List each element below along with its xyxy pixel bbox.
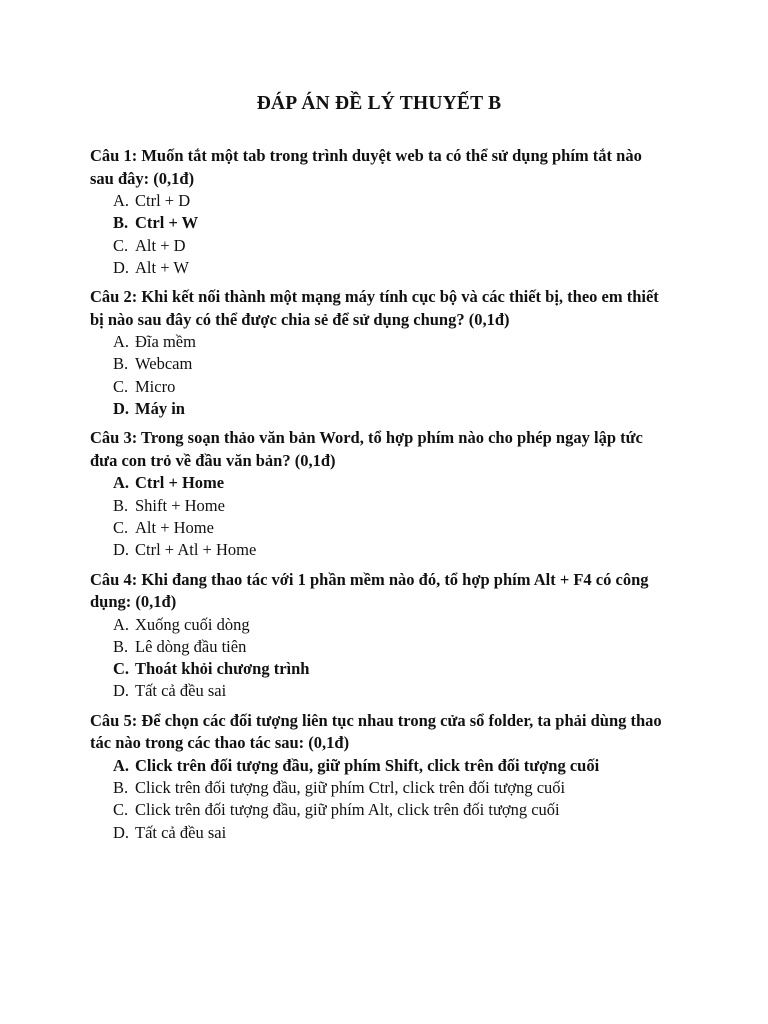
question-list bbox=[90, 145, 668, 844]
answer-option bbox=[113, 235, 668, 257]
answer-option bbox=[113, 680, 668, 702]
question-text: Câu 4: Khi đang thao tác với 1 phần mềm nào đó, tổ hợp phím Alt + F4 có công dụng: (0,1đ) bbox=[90, 569, 649, 612]
option-text: Máy in bbox=[135, 399, 185, 419]
question-text: Câu 2: Khi kết nối thành một mạng máy tính cục bộ và các thiết bị, theo em thiết bị nào sau đây có thể được chia sẻ để sử dụng chung? (0,1đ) bbox=[90, 287, 659, 329]
answer-option-correct bbox=[113, 472, 668, 494]
answer-option-correct bbox=[113, 212, 668, 234]
option-letter: A. bbox=[113, 191, 130, 210]
answer-option bbox=[113, 495, 668, 517]
question-block bbox=[90, 569, 668, 703]
option-letter: D. bbox=[113, 822, 130, 842]
answer-option bbox=[113, 799, 668, 821]
question-block bbox=[90, 286, 668, 420]
option-text: Ctrl + Home bbox=[135, 473, 225, 493]
option-text: Thoát khỏi chương trình bbox=[135, 659, 310, 679]
answer-option bbox=[113, 257, 668, 279]
option-text: Alt + W bbox=[135, 257, 189, 277]
answer-option bbox=[113, 614, 668, 636]
option-text: Click trên đối tượng đầu, giữ phím Shift, click trên đối tượng cuối bbox=[135, 755, 600, 775]
answer-options bbox=[90, 190, 668, 279]
answer-option bbox=[113, 777, 668, 799]
option-letter: D. bbox=[113, 540, 130, 560]
answer-option-correct bbox=[113, 398, 668, 420]
answer-option bbox=[113, 636, 668, 658]
option-letter: B. bbox=[113, 636, 129, 656]
option-text: Tất cả đều sai bbox=[135, 681, 227, 701]
option-text: Đĩa mềm bbox=[135, 332, 196, 352]
option-letter: A. bbox=[113, 473, 130, 493]
answer-option bbox=[113, 822, 668, 844]
option-text: Click trên đối tượng đầu, giữ phím Ctrl, click trên đối tượng cuối bbox=[135, 778, 566, 798]
question-text: Câu 3: Trong soạn thảo văn bản Word, tổ hợp phím nào cho phép ngay lập tức đưa con trỏ về đầu văn bản? (0,1đ) bbox=[90, 428, 643, 470]
answer-option-correct bbox=[113, 658, 668, 680]
option-letter: C. bbox=[113, 517, 129, 537]
answer-options bbox=[90, 755, 668, 844]
option-letter: D. bbox=[113, 681, 130, 701]
option-letter: C. bbox=[113, 376, 129, 396]
answer-option bbox=[113, 376, 668, 398]
option-text: Ctrl + D bbox=[135, 191, 191, 210]
answer-options bbox=[90, 472, 668, 561]
answer-options bbox=[90, 331, 668, 420]
option-text: Ctrl + W bbox=[135, 213, 199, 233]
answer-options bbox=[90, 614, 668, 703]
option-letter: C. bbox=[113, 800, 129, 820]
option-letter: B. bbox=[113, 778, 129, 798]
option-letter: B. bbox=[113, 354, 129, 374]
option-text: Lê dòng đầu tiên bbox=[135, 636, 247, 656]
question-block bbox=[90, 710, 668, 844]
option-text: Webcam bbox=[135, 354, 193, 374]
option-text: Shift + Home bbox=[135, 495, 225, 515]
option-letter: D. bbox=[113, 399, 130, 419]
option-text: Alt + D bbox=[135, 235, 186, 255]
option-letter: C. bbox=[113, 659, 130, 679]
option-letter: D. bbox=[113, 257, 130, 277]
option-letter: B. bbox=[113, 495, 129, 515]
option-letter: A. bbox=[113, 755, 130, 775]
option-text: Click trên đối tượng đầu, giữ phím Alt, click trên đối tượng cuối bbox=[135, 800, 560, 820]
answer-option-correct bbox=[113, 755, 668, 777]
answer-option bbox=[113, 539, 668, 561]
answer-option bbox=[113, 331, 668, 353]
question-block bbox=[90, 427, 668, 561]
option-text: Ctrl + Atl + Home bbox=[135, 540, 257, 560]
question-block bbox=[90, 145, 668, 279]
question-text: Câu 5: Để chọn các đối tượng liên tục nhau trong cửa sổ folder, ta phải dùng thao tác nào trong các thao tác sau: (0,1đ) bbox=[90, 710, 662, 753]
question-text: Câu 1: Muốn tắt một tab trong trình duyệt web ta có thể sử dụng phím tắt nào sau đây: (0,1đ) bbox=[90, 146, 642, 188]
option-letter: A. bbox=[113, 614, 130, 634]
option-letter: C. bbox=[113, 235, 129, 255]
option-letter: B. bbox=[113, 213, 129, 233]
option-text: Alt + Home bbox=[135, 517, 214, 537]
option-text: Tất cả đều sai bbox=[135, 822, 227, 842]
option-letter: A. bbox=[113, 332, 130, 352]
answer-option bbox=[113, 353, 668, 375]
option-text: Xuống cuối dòng bbox=[135, 614, 250, 634]
answer-option bbox=[113, 517, 668, 539]
answer-option bbox=[113, 190, 668, 212]
document-title: ĐÁP ÁN ĐỀ LÝ THUYẾT B bbox=[256, 93, 502, 114]
option-text: Micro bbox=[135, 376, 176, 396]
